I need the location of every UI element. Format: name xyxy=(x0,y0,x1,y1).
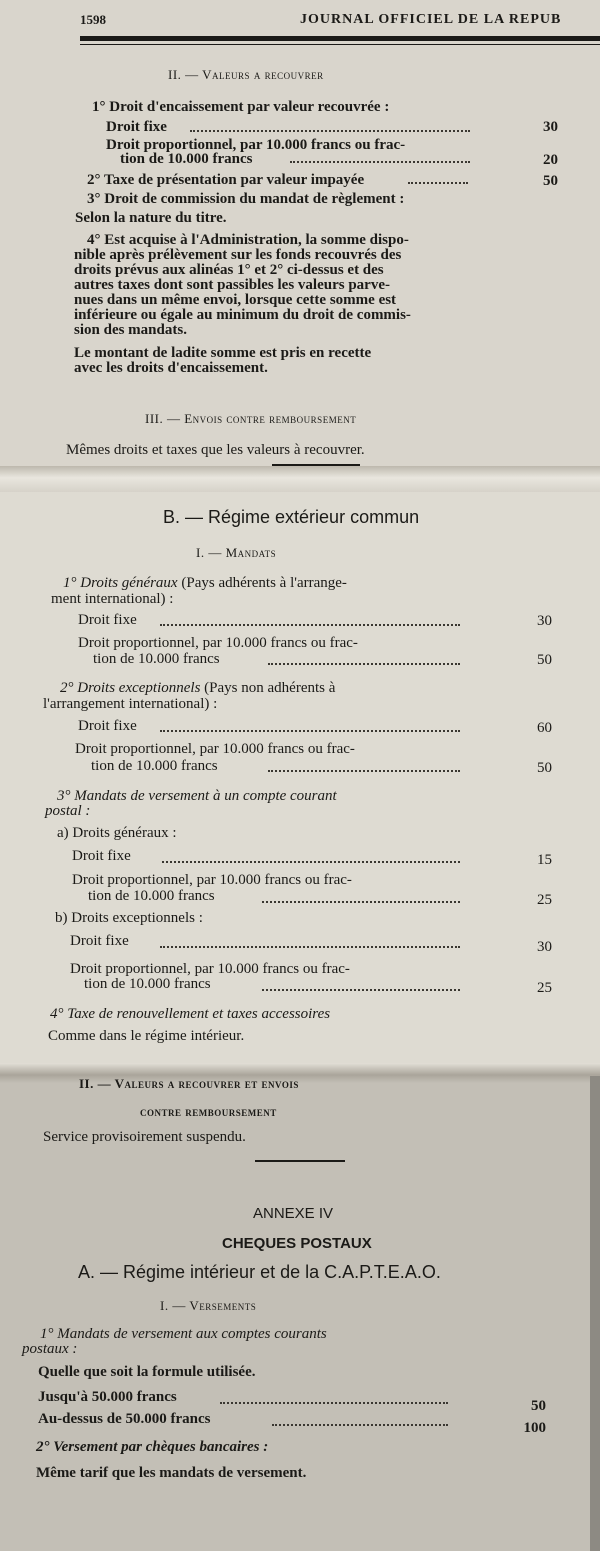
page-number: 1598 xyxy=(80,12,106,27)
rate-label: Jusqu'à 50.000 francs xyxy=(38,1389,177,1405)
paragraph-line: droits prévus aux alinéas 1° et 2° ci-dessus et des xyxy=(74,262,384,278)
paragraph-line: nible après prélèvement sur les fonds recouvrés des xyxy=(74,247,402,263)
rate-label: tion de 10.000 francs xyxy=(88,888,215,904)
rate-label: tion de 10.000 francs xyxy=(120,151,253,167)
dot-leader xyxy=(162,861,460,863)
item-text: l'arrangement international) : xyxy=(43,696,218,712)
dot-leader xyxy=(220,1402,448,1404)
rate-value: 30 xyxy=(537,939,552,955)
item-text: Selon la nature du titre. xyxy=(75,210,227,226)
rate-value: 50 xyxy=(543,173,558,189)
header-rule-thin xyxy=(80,44,600,45)
separator-rule xyxy=(272,464,360,466)
dot-leader xyxy=(160,730,460,732)
dot-leader xyxy=(268,663,460,665)
item-label: postaux : xyxy=(22,1341,78,1357)
rate-label: Droit proportionnel, par 10.000 francs ou frac- xyxy=(70,961,350,977)
separator-rule xyxy=(255,1160,345,1162)
item-text: Comme dans le régime intérieur. xyxy=(48,1028,245,1044)
rate-value: 50 xyxy=(537,652,552,668)
paragraph-line: 4° Est acquise à l'Administration, la somme dispo- xyxy=(87,232,409,248)
header-rule xyxy=(80,36,600,41)
annex-subtitle: CHEQUES POSTAUX xyxy=(222,1235,372,1252)
dot-leader xyxy=(408,182,468,184)
rate-label: Droit fixe xyxy=(106,119,167,135)
rate-label: Droit fixe xyxy=(70,933,129,949)
rate-value: 50 xyxy=(531,1398,546,1414)
item-text xyxy=(60,681,335,696)
rate-value: 15 xyxy=(537,852,552,868)
rate-label: Droit proportionnel, par 10.000 francs ou frac- xyxy=(72,872,352,888)
item-text: Même tarif que les mandats de versement. xyxy=(36,1465,307,1481)
item-label: 1° Mandats de versement aux comptes courants xyxy=(40,1326,327,1342)
annex-title: ANNEXE IV xyxy=(253,1205,334,1222)
dot-leader xyxy=(160,946,460,948)
rate-value: 30 xyxy=(543,119,558,135)
dot-leader xyxy=(268,770,460,772)
rate-label: Droit proportionnel, par 10.000 francs ou frac- xyxy=(78,635,358,651)
rate-label: Droit proportionnel, par 10.000 francs ou frac- xyxy=(106,137,406,153)
dot-leader xyxy=(272,1424,448,1426)
paragraph-line: autres taxes dont sont passibles les valeurs parve- xyxy=(74,277,390,293)
rate-value: 100 xyxy=(523,1420,546,1436)
section-title: B. — Régime extérieur commun xyxy=(163,507,420,527)
dot-leader xyxy=(160,624,460,626)
item-label: postal : xyxy=(45,803,91,819)
section-text: Service provisoirement suspendu. xyxy=(43,1129,246,1145)
rate-label: Droit proportionnel, par 10.000 francs ou frac- xyxy=(75,741,355,757)
rate-label: Droit fixe xyxy=(72,848,131,864)
sub-item-label: a) Droits généraux : xyxy=(57,825,177,841)
rate-value: 60 xyxy=(537,720,552,736)
paper-edge-shadow xyxy=(590,1076,600,1551)
item-text-rest: (Pays non adhérents à xyxy=(204,680,336,696)
paragraph-line: nues dans un même envoi, lorsque cette somme est xyxy=(74,292,397,308)
section-heading: II. — Valeurs a recouvrer xyxy=(168,67,324,82)
item-text xyxy=(63,576,347,591)
paper-fold xyxy=(0,466,600,492)
dot-leader xyxy=(262,901,460,903)
section-title: A. — Régime intérieur et de la C.A.P.T.E.A.O. xyxy=(78,1262,441,1282)
sub-item-label: b) Droits exceptionnels : xyxy=(55,910,203,926)
paragraph-line: inférieure ou égale au minimum du droit de commis- xyxy=(74,307,411,323)
item-label: 2° Droits exceptionnels xyxy=(60,680,201,696)
dot-leader xyxy=(190,130,470,132)
rate-label: tion de 10.000 francs xyxy=(84,976,211,992)
item-text-rest: (Pays adhérents à l'arrange- xyxy=(181,575,347,591)
item-text: 1° Droit d'encaissement par valeur recouvrée : xyxy=(92,99,390,115)
item-text: Quelle que soit la formule utilisée. xyxy=(38,1364,256,1380)
section-text: Mêmes droits et taxes que les valeurs à recouvrer. xyxy=(66,442,365,458)
rate-label: Droit fixe xyxy=(78,718,137,734)
rate-label: Droit fixe xyxy=(78,612,137,628)
item-text: ment international) : xyxy=(51,591,174,607)
rate-value: 25 xyxy=(537,892,552,908)
item-label: 3° Mandats de versement à un compte courant xyxy=(57,788,337,804)
rate-label: Au-dessus de 50.000 francs xyxy=(38,1411,211,1427)
rate-value: 20 xyxy=(543,152,558,168)
item-label: 1° Droits généraux xyxy=(63,575,178,591)
section-heading: I. — Versements xyxy=(160,1298,257,1313)
item-text: 2° Taxe de présentation par valeur impayée xyxy=(87,172,365,188)
paragraph-line: avec les droits d'encaissement. xyxy=(74,360,268,376)
rate-label: tion de 10.000 francs xyxy=(91,758,218,774)
section-heading: I. — Mandats xyxy=(196,545,277,560)
dot-leader xyxy=(290,161,470,163)
item-text: 3° Droit de commission du mandat de règlement : xyxy=(87,191,405,207)
rate-value: 50 xyxy=(537,760,552,776)
dot-leader xyxy=(262,989,460,991)
item-label: 4° Taxe de renouvellement et taxes accessoires xyxy=(50,1006,331,1022)
rate-value: 30 xyxy=(537,613,552,629)
paragraph-line: sion des mandats. xyxy=(74,322,187,338)
section-heading: III. — Envois contre remboursement xyxy=(145,411,357,426)
paragraph-line: Le montant de ladite somme est pris en recette xyxy=(74,345,372,361)
rate-label: tion de 10.000 francs xyxy=(93,651,220,667)
journal-title: JOURNAL OFFICIEL DE LA REPUB xyxy=(300,12,562,27)
rate-value: 25 xyxy=(537,980,552,996)
section-heading: contre remboursement xyxy=(140,1104,277,1119)
section-heading: II. — Valeurs a recouvrer et envois xyxy=(79,1076,299,1091)
item-label: 2° Versement par chèques bancaires : xyxy=(36,1439,269,1455)
